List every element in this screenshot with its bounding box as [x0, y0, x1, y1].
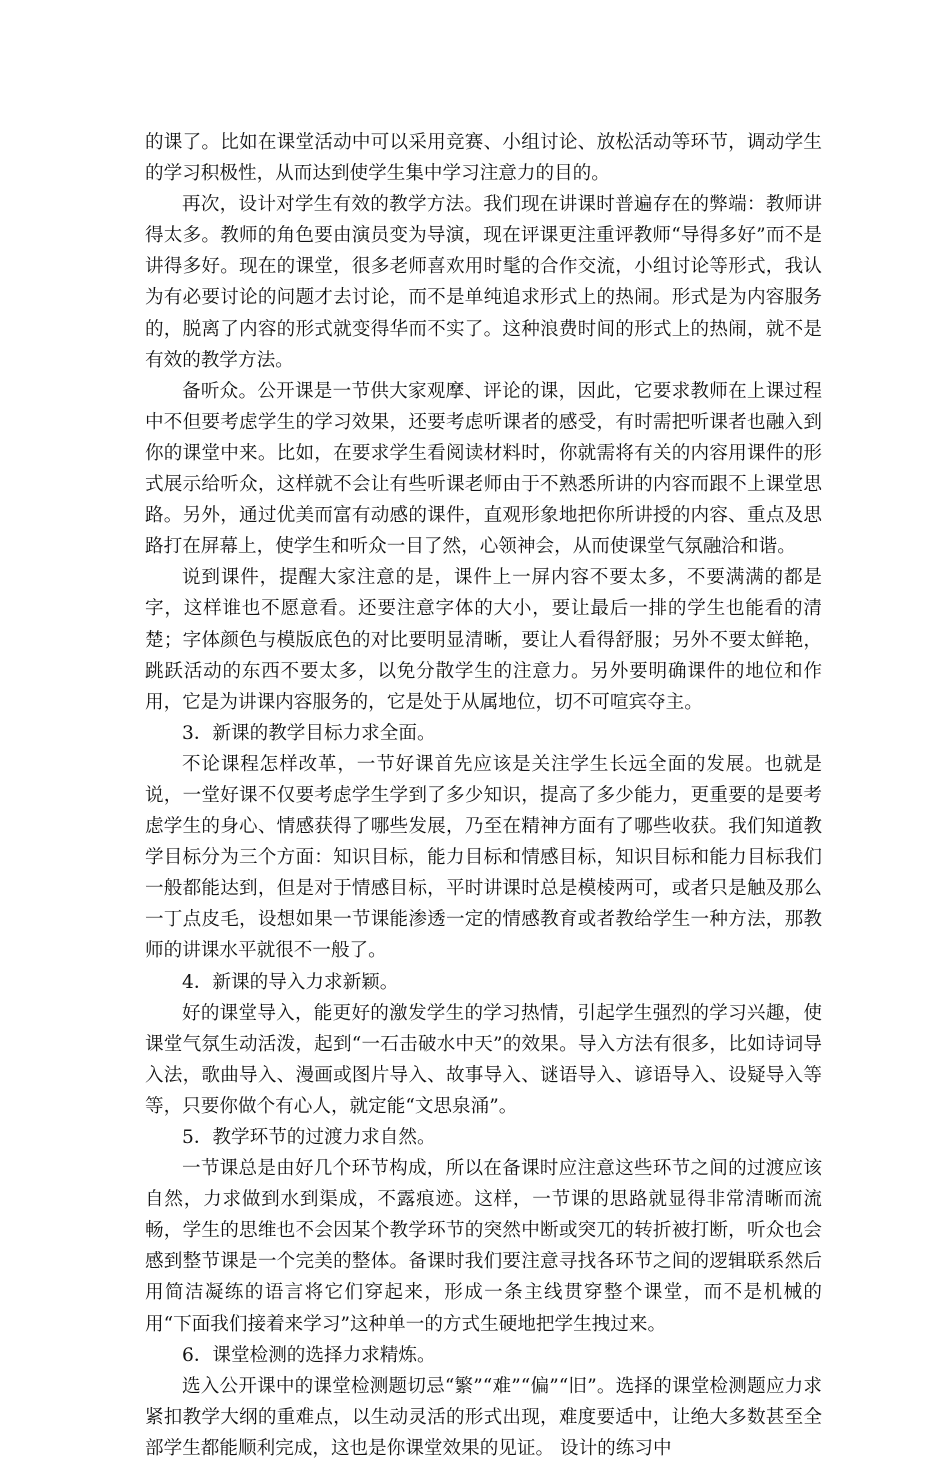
- paragraph-transitions: 一节课总是由好几个环节构成，所以在备课时应注意这些环节之间的过渡应该自然，力求做到水到渠成，不露痕迹。这样，一节课的思路就显得非常清晰而流畅，学生的思维也不会因某个教学环节的突然中断或突兀的转折被打断，听众也会感到整节课是一个完美的整体。备课时我们要注意寻找各环节之间的逻辑联系然后用简洁凝练的语言将它们穿起来，形成一条主线贯穿整个课堂，而不是机械的用“下面我们接着来学习”这种单一的方式生硬地把学生拽过来。: [145, 1158, 822, 1335]
- paragraph-teaching-methods: 再次，设计对学生有效的教学方法。我们现在讲课时普遍存在的弊端：教师讲得太多。教师的角色要由演员变为导演，现在评课更注重评教师“导得多好”而不是讲得多好。现在的课堂，很多老师喜欢用时髦的合作交流，小组讨论等形式，我认为有必要讨论的问题才去讨论，而不是单纯追求形式上的热闹。形式是为内容服务的，脱离了内容的形式就变得华而不实了。这种浪费时间的形式上的热闹，就不是有效的教学方法。: [145, 194, 822, 371]
- section-heading-5: 5．教学环节的过渡力求自然。: [182, 1127, 436, 1148]
- paragraph-continuation: 的课了。比如在课堂活动中可以采用竞赛、小组讨论、放松活动等环节，调动学生的学习积极性，从而达到使学生集中学习注意力的目的。: [145, 132, 822, 185]
- section-heading-4: 4．新课的导入力求新颖。: [182, 971, 399, 993]
- paragraph-classroom-tests: 选入公开课中的课堂检测题切忌“繁”“难”“偏”“旧”。选择的课堂检测题应力求紧扣教学大纲的重难点，以生动灵活的形式出现，难度要适中，让绝大多数甚至全部学生都能顺利完成，这也是你课堂效果的见证。 设计的练习中: [145, 1375, 822, 1459]
- section-heading-6: 6．课堂检测的选择力求精炼。: [182, 1344, 436, 1366]
- paragraph-lesson-intro: 好的课堂导入，能更好的激发学生的学习热情，引起学生强烈的学习兴趣，使课堂气氛生动活泼，起到“一石击破水中天”的效果。导入方法有很多，比如诗词导入法，歌曲导入、漫画或图片导入、故事导入、谜语导入、谚语导入、设疑导入等等，只要你做个有心人，就定能“文思泉涌”。: [145, 1002, 822, 1117]
- paragraph-courseware: 说到课件，提醒大家注意的是，课件上一屏内容不要太多，不要满满的都是字，这样谁也不愿意看。还要注意字体的大小，要让最后一排的学生也能看的清楚；字体颜色与模版底色的对比要明显清晰，要让人看得舒服；另外不要太鲜艳，跳跃活动的东西不要太多，以免分散学生的注意力。另外要明确课件的地位和作用，它是为讲课内容服务的，它是处于从属地位，切不可喧宾夺主。: [145, 567, 822, 713]
- section-heading-3: 3．新课的教学目标力求全面。: [182, 722, 436, 744]
- paragraph-teaching-goals: 不论课程怎样改革，一节好课首先应该是关注学生长远全面的发展。也就是说，一堂好课不仅要考虑学生学到了多少知识，提高了多少能力，更重要的是要考虑学生的身心、情感获得了哪些发展，乃至在精神方面有了哪些收获。我们知道教学目标分为三个方面：知识目标，能力目标和情感目标，知识目标和能力目标我们一般都能达到，但是对于情感目标，平时讲课时总是模棱两可，或者只是触及那么一丁点皮毛，设想如果一节课能渗透一定的情感教育或者教给学生一种方法，那教师的讲课水平就很不一般了。: [145, 753, 822, 962]
- paragraph-audience: 备听众。公开课是一节供大家观摩、评论的课，因此，它要求教师在上课过程中不但要考虑学生的学习效果，还要考虑听课者的感受，有时需把听课者也融入到你的课堂中来。比如，在要求学生看阅读材料时，你就需将有关的内容用课件的形式展示给听众，这样就不会让有些听课老师由于不熟悉所讲的内容而跟不上课堂思路。另外，通过优美而富有动感的课件，直观形象地把你所讲授的内容、重点及思路打在屏幕上，使学生和听众一目了然，心领神会，从而使课堂气氛融洽和谐。: [145, 380, 822, 558]
